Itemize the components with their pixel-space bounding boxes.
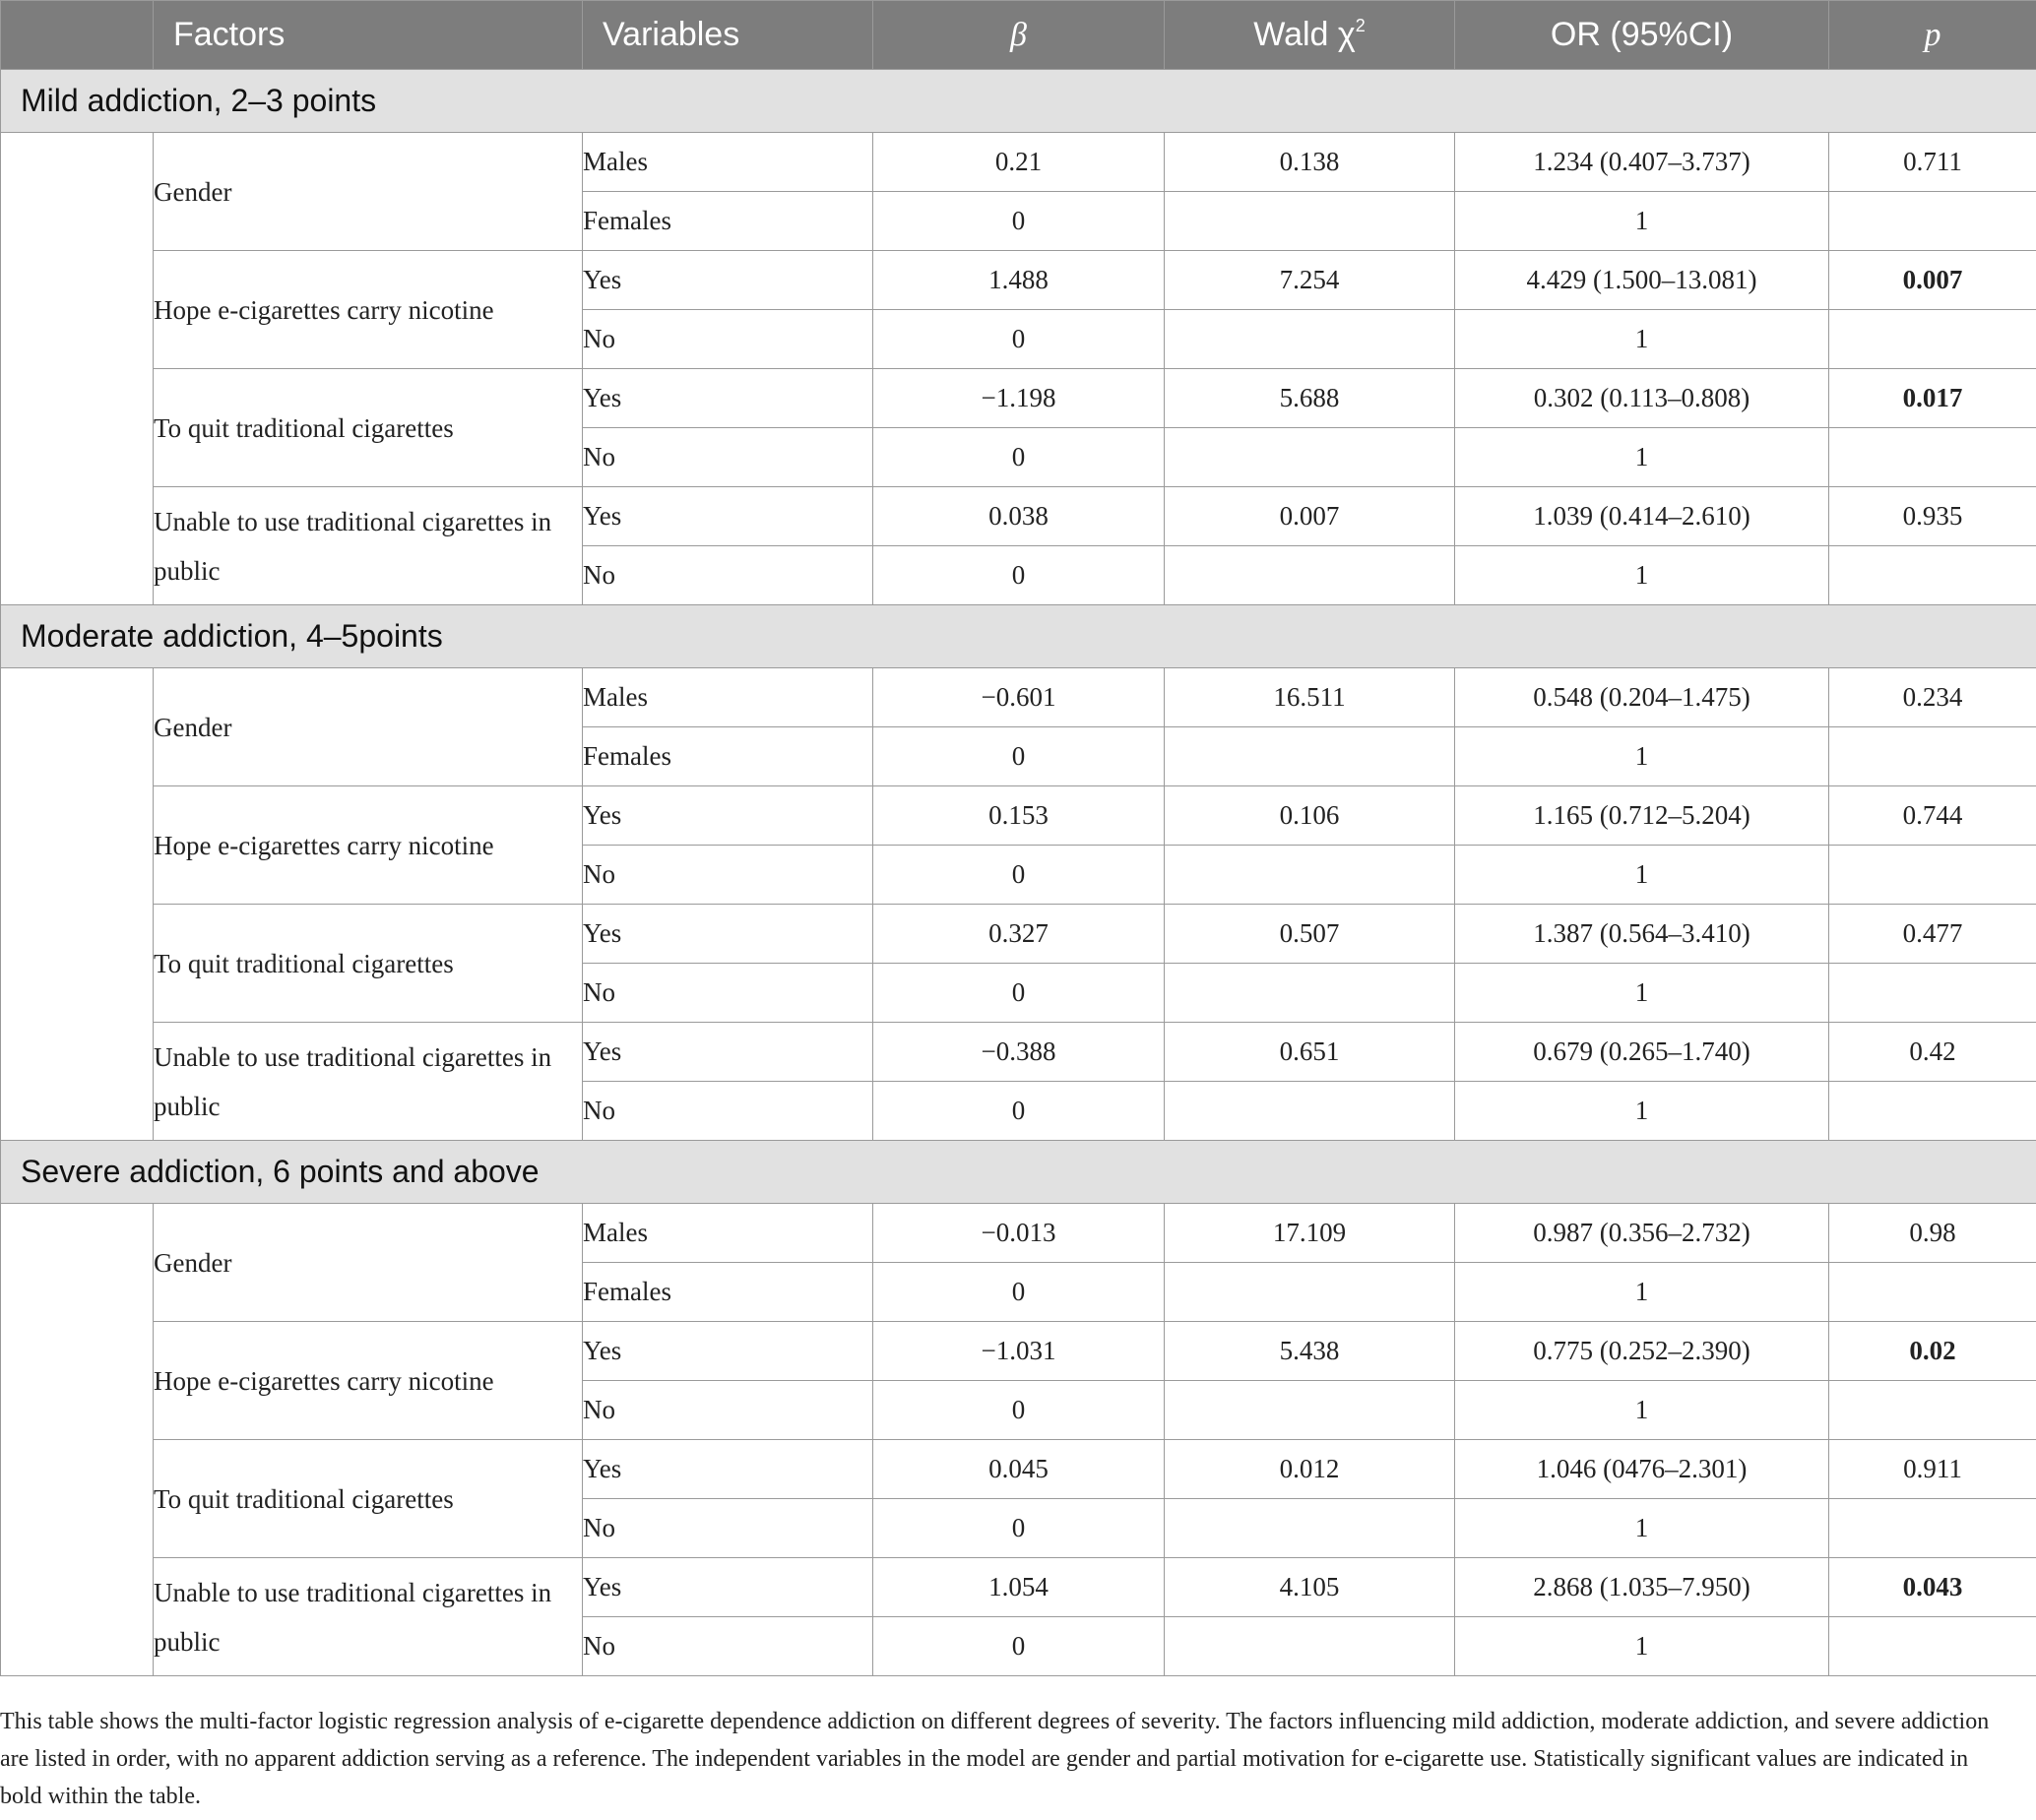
variable-cell: Females [583,727,873,786]
wald-cell [1165,428,1455,487]
wald-cell [1165,1617,1455,1676]
p-value-cell: 0.911 [1829,1440,2036,1499]
beta-cell: 1.054 [873,1558,1165,1617]
beta-cell: 0.038 [873,487,1165,546]
or-cell: 1 [1455,310,1829,369]
p-value-cell: 0.477 [1829,905,2036,964]
beta-cell: 0.327 [873,905,1165,964]
factor-cell: To quit traditional cigarettes [154,369,583,487]
or-cell: 0.548 (0.204–1.475) [1455,668,1829,727]
or-cell: 1 [1455,546,1829,605]
section-title: Severe addiction, 6 points and above [1,1141,2036,1204]
wald-cell [1165,964,1455,1023]
beta-cell: 0 [873,727,1165,786]
header-p [1829,1,2036,70]
header-or: OR (95%CI) [1455,1,1829,70]
or-cell: 1 [1455,846,1829,905]
p-value-cell [1829,1381,2036,1440]
beta-cell: 0 [873,546,1165,605]
wald-cell: 5.688 [1165,369,1455,428]
table-row [1,1322,2036,1381]
wald-cell [1165,192,1455,251]
p-value-cell: 0.935 [1829,487,2036,546]
or-cell: 0.679 (0.265–1.740) [1455,1023,1829,1082]
beta-cell: 1.488 [873,251,1165,310]
table-row [1,1440,2036,1499]
wald-cell [1165,1381,1455,1440]
header-variables: Variables [583,1,873,70]
or-cell: 1.234 (0.407–3.737) [1455,133,1829,192]
beta-cell: −0.013 [873,1204,1165,1263]
variable-cell: Males [583,1204,873,1263]
or-cell: 1.387 (0.564–3.410) [1455,905,1829,964]
or-cell: 1.039 (0.414–2.610) [1455,487,1829,546]
variable-cell: Yes [583,1558,873,1617]
wald-cell [1165,1499,1455,1558]
beta-cell: 0 [873,964,1165,1023]
section-header-row [1,605,2036,668]
p-value-cell: 0.744 [1829,786,2036,846]
beta-cell: 0.21 [873,133,1165,192]
table-row [1,487,2036,546]
wald-cell [1165,1082,1455,1141]
section-spacer-cell [1,133,154,605]
wald-cell: 0.007 [1165,487,1455,546]
p-value-cell [1829,310,2036,369]
wald-cell: 7.254 [1165,251,1455,310]
table-row [1,369,2036,428]
header-row [1,1,2036,70]
p-value-cell: 0.711 [1829,133,2036,192]
wald-cell: 0.012 [1165,1440,1455,1499]
variable-cell: Yes [583,905,873,964]
or-cell: 2.868 (1.035–7.950) [1455,1558,1829,1617]
p-value-cell [1829,1263,2036,1322]
wald-cell: 0.138 [1165,133,1455,192]
variable-cell: No [583,428,873,487]
p-value-cell [1829,192,2036,251]
section-title: Mild addiction, 2–3 points [1,70,2036,133]
beta-cell: −0.601 [873,668,1165,727]
beta-cell: 0 [873,1381,1165,1440]
variable-cell: Females [583,192,873,251]
factor-cell: Hope e-cigarettes carry nicotine [154,1322,583,1440]
beta-cell: −1.031 [873,1322,1165,1381]
wald-cell: 0.507 [1165,905,1455,964]
variable-cell: No [583,310,873,369]
factor-cell: Gender [154,668,583,786]
wald-cell [1165,1263,1455,1322]
wald-cell: 0.106 [1165,786,1455,846]
variable-cell: No [583,846,873,905]
variable-cell: No [583,1082,873,1141]
variable-cell: Females [583,1263,873,1322]
p-value-cell [1829,727,2036,786]
beta-cell: 0 [873,1263,1165,1322]
header-p-symbol: p [1924,17,1941,53]
variable-cell: Yes [583,1023,873,1082]
table-row [1,251,2036,310]
or-cell: 1 [1455,964,1829,1023]
section-header-row [1,70,2036,133]
p-value-cell [1829,964,2036,1023]
beta-cell: 0 [873,428,1165,487]
p-value-cell: 0.02 [1829,1322,2036,1381]
wald-cell: 0.651 [1165,1023,1455,1082]
beta-cell: 0.045 [873,1440,1165,1499]
table-row [1,786,2036,846]
variable-cell: Yes [583,369,873,428]
beta-cell: 0 [873,192,1165,251]
variable-cell: Yes [583,786,873,846]
table-row [1,1204,2036,1263]
or-cell: 1 [1455,1381,1829,1440]
table-row [1,1558,2036,1617]
wald-cell [1165,546,1455,605]
or-cell: 0.987 (0.356–2.732) [1455,1204,1829,1263]
factor-cell: Unable to use traditional cigarettes in public [154,487,583,605]
p-value-cell: 0.017 [1829,369,2036,428]
p-value-cell: 0.007 [1829,251,2036,310]
variable-cell: Males [583,133,873,192]
p-value-cell [1829,1082,2036,1141]
variable-cell: Yes [583,1440,873,1499]
p-value-cell [1829,428,2036,487]
beta-cell: 0 [873,846,1165,905]
wald-cell: 4.105 [1165,1558,1455,1617]
factor-cell: Gender [154,1204,583,1322]
table-row [1,133,2036,192]
table-row [1,668,2036,727]
factor-cell: Hope e-cigarettes carry nicotine [154,251,583,369]
or-cell: 4.429 (1.500–13.081) [1455,251,1829,310]
beta-cell: 0 [873,1499,1165,1558]
or-cell: 1 [1455,428,1829,487]
beta-cell: −1.198 [873,369,1165,428]
or-cell: 1 [1455,192,1829,251]
or-cell: 0.302 (0.113–0.808) [1455,369,1829,428]
wald-cell [1165,310,1455,369]
p-value-cell: 0.42 [1829,1023,2036,1082]
wald-cell: 17.109 [1165,1204,1455,1263]
p-value-cell [1829,1617,2036,1676]
beta-cell: 0 [873,310,1165,369]
variable-cell: No [583,1381,873,1440]
table-row [1,905,2036,964]
variable-cell: No [583,1617,873,1676]
or-cell: 1 [1455,727,1829,786]
table-body [1,70,2036,1676]
factor-cell: To quit traditional cigarettes [154,905,583,1023]
variable-cell: Yes [583,251,873,310]
header-wald-superscript: 2 [1355,16,1366,35]
header-wald-label: Wald χ [1253,16,1356,53]
variable-cell: Yes [583,1322,873,1381]
beta-cell: −0.388 [873,1023,1165,1082]
variable-cell: Yes [583,487,873,546]
header-factors: Factors [154,1,583,70]
beta-cell: 0.153 [873,786,1165,846]
section-spacer-cell [1,1204,154,1676]
table-footnote: This table shows the multi-factor logistic regression analysis of e-cigarette dependence addiction on different degrees of severity. The factors influencing mild addiction, moderate addiction, and severe addiction are listed in order, with no apparent addiction serving as a reference. The independent variables in the model are gender and partial motivation for e-cigarette use. Statistically significant values are indicated in bold within the table. [0,1709,1990,1809]
or-cell: 1 [1455,1617,1829,1676]
beta-cell: 0 [873,1082,1165,1141]
factor-cell: To quit traditional cigarettes [154,1440,583,1558]
header-beta [873,1,1165,70]
or-cell: 1 [1455,1263,1829,1322]
factor-cell: Hope e-cigarettes carry nicotine [154,786,583,905]
or-cell: 1.046 (0476–2.301) [1455,1440,1829,1499]
wald-cell: 16.511 [1165,668,1455,727]
wald-cell [1165,846,1455,905]
p-value-cell [1829,1499,2036,1558]
section-header-row [1,1141,2036,1204]
factor-cell: Unable to use traditional cigarettes in public [154,1558,583,1676]
p-value-cell: 0.98 [1829,1204,2036,1263]
table-row [1,1023,2036,1082]
header-beta-symbol: β [1010,17,1027,53]
or-cell: 1 [1455,1499,1829,1558]
variable-cell: No [583,546,873,605]
beta-cell: 0 [873,1617,1165,1676]
header-blank [1,1,154,70]
or-cell: 1.165 (0.712–5.204) [1455,786,1829,846]
p-value-cell: 0.234 [1829,668,2036,727]
p-value-cell [1829,546,2036,605]
or-cell: 1 [1455,1082,1829,1141]
header-wald [1165,1,1455,70]
variable-cell: Males [583,668,873,727]
wald-cell: 5.438 [1165,1322,1455,1381]
variable-cell: No [583,964,873,1023]
section-spacer-cell [1,668,154,1141]
variable-cell: No [583,1499,873,1558]
or-cell: 0.775 (0.252–2.390) [1455,1322,1829,1381]
p-value-cell [1829,846,2036,905]
factor-cell: Unable to use traditional cigarettes in public [154,1023,583,1141]
section-title: Moderate addiction, 4–5points [1,605,2036,668]
factor-cell: Gender [154,133,583,251]
wald-cell [1165,727,1455,786]
p-value-cell: 0.043 [1829,1558,2036,1617]
